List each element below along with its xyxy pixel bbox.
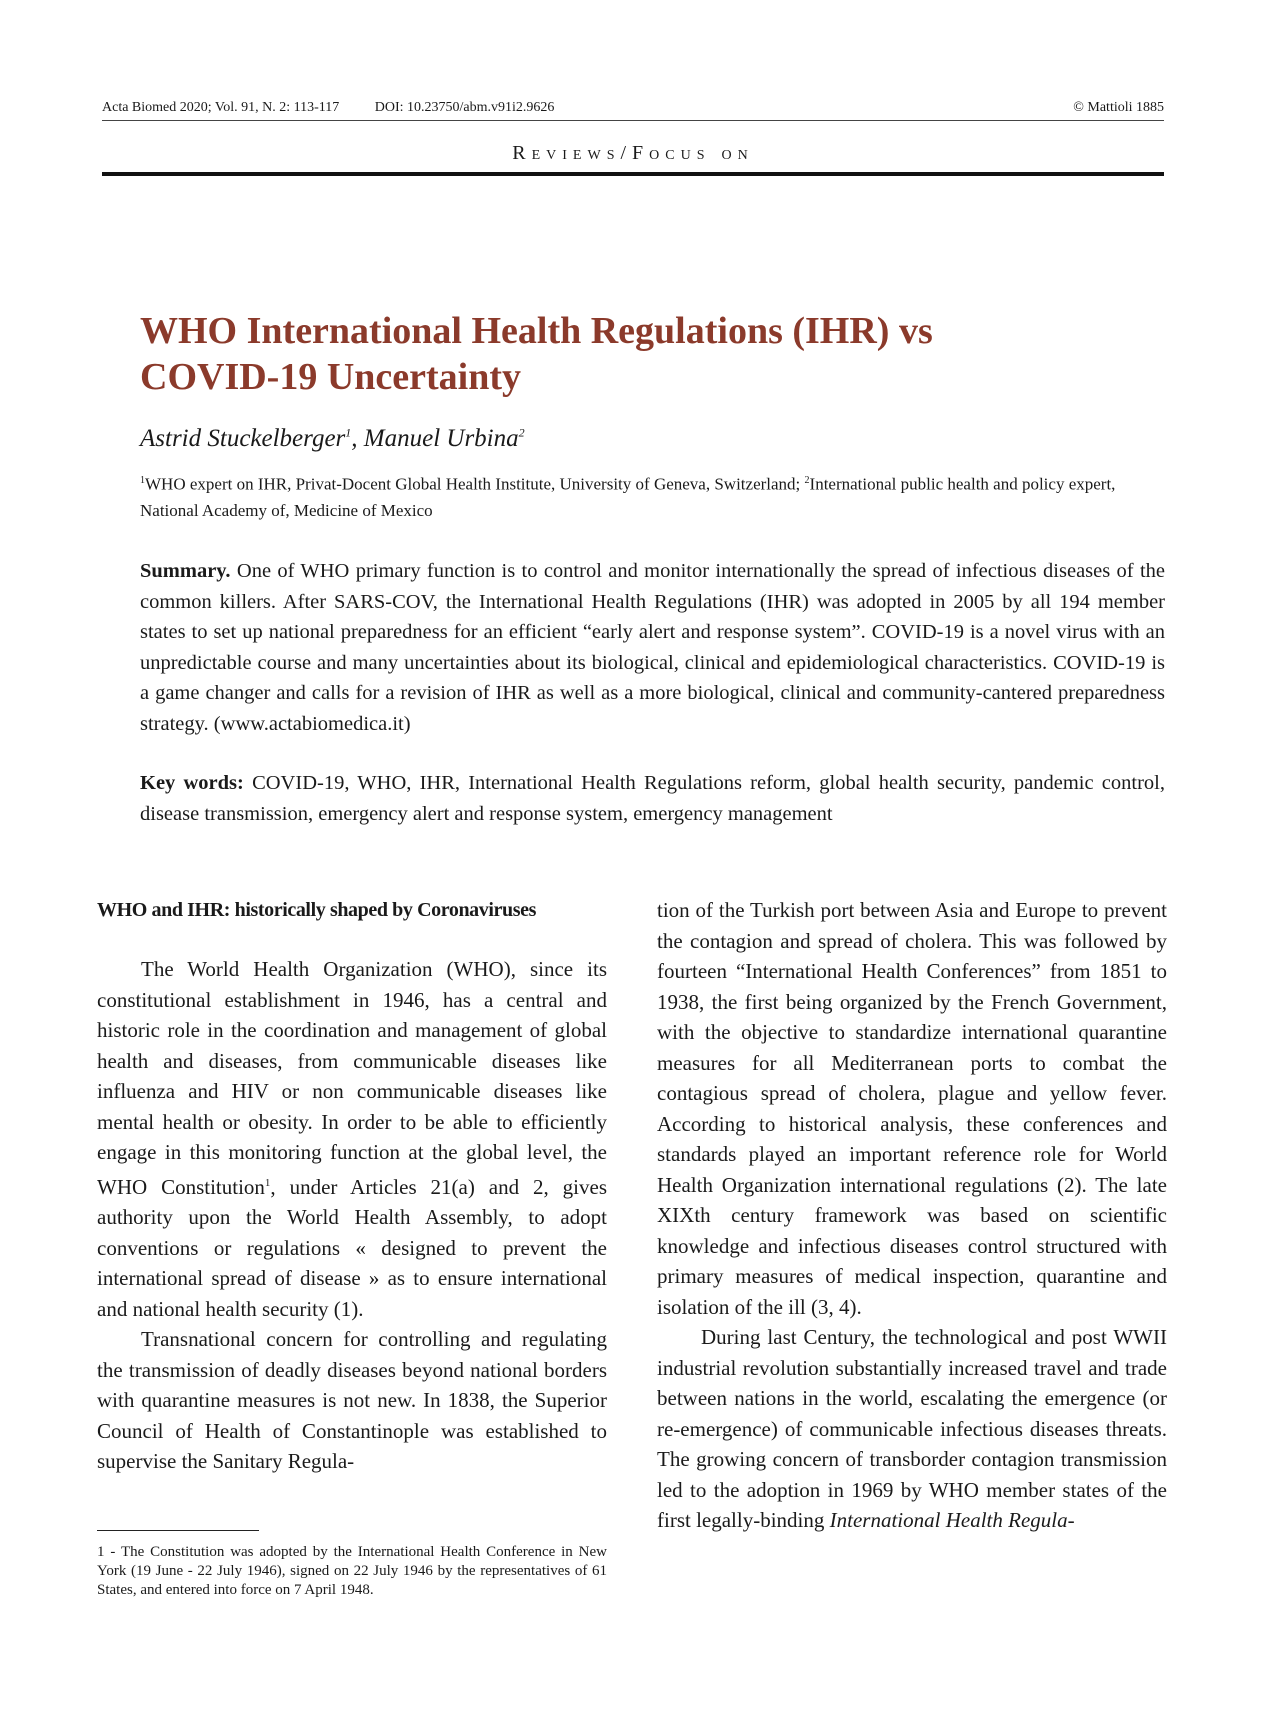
- summary-label: Summary.: [140, 560, 231, 582]
- paragraph-3-italic: International Health Regula-: [829, 1508, 1075, 1532]
- section-label: Reviews/Focus on: [512, 142, 754, 164]
- affiliation-sup-2: 2: [804, 475, 810, 486]
- paragraph-1: [97, 954, 607, 1324]
- affiliation-sup-1: 1: [140, 475, 145, 486]
- title-line-2: COVID-19 Uncertainty: [140, 356, 522, 398]
- footnote-rule: [97, 1530, 259, 1531]
- journal-citation: Acta Biomed 2020; Vol. 91, N. 2: 113-117: [102, 100, 340, 115]
- running-header: [102, 94, 1164, 121]
- author-1: Astrid Stuckelberger: [140, 425, 346, 452]
- paragraph-3: [657, 1322, 1167, 1536]
- affiliations: [140, 468, 1170, 524]
- keywords-label: Key words:: [140, 772, 244, 794]
- authors: Astrid Stuckelberger$^1$, Manuel Urbina$^2$: [140, 425, 525, 452]
- author-1-sup: 1: [345, 425, 352, 440]
- keywords: [140, 768, 1165, 829]
- paragraph-3-text: During last Century, the technological and post WWII industrial revolution substantially increased travel and trade between nations in the world, escalating the emergence (or re-emergence) of communicable infectious diseases threats. The growing concern of transborder contagion transmission led to the adoption in 1969 by WHO member states of the first legally-binding: [657, 1325, 1167, 1532]
- author-2-sup: 2: [518, 425, 525, 440]
- keywords-text: COVID-19, WHO, IHR, International Health Regulations reform, global health security, pandemic control, disease transmission, emergency alert and response system, emergency management: [140, 772, 1165, 825]
- article-title: [140, 308, 1140, 400]
- abstract: [140, 556, 1165, 739]
- affiliation-1: WHO expert on IHR, Privat-Docent Global Health Institute, University of Geneva, Switzerland;: [145, 474, 805, 494]
- footnote-ref: 1: [264, 1176, 271, 1189]
- affiliation-2: International public health and policy expert, National Academy of, Medicine of Mexico: [140, 474, 1116, 520]
- doi: DOI: 10.23750/abm.v91i2.9626: [374, 100, 555, 115]
- body-column-right: [657, 895, 1167, 1536]
- summary-text: One of WHO primary function is to control and monitor internationally the spread of infectious diseases of the common killers. After SARS-COV, the International Health Regulations (IHR) was adopted in 2005 by all 194 member states to set up national preparedness for an efficient “early alert and response system”. COVID-19 is a novel virus with an unpredictable course and many uncertainties about its biological, clinical and epidemiological characteristics. COVID-19 is a game changer and calls for a revision of IHR as well as a more biological, clinical and community-cantered preparedness strategy. (www.actabiomedica.it): [140, 560, 1165, 735]
- paragraph-1-a: The World Health Organization (WHO), since its constitutional establishment in 1946, has a central and historic role in the coordination and management of global health and diseases, from communicable diseases like influenza and HIV or non communicable diseases like mental health or obesity. In order to be able to efficiently engage in this monitoring function at the global level, the WHO Constitution: [97, 957, 607, 1199]
- paragraph-1-b: , under Articles 21(a) and 2, gives authority upon the World Health Assembly, to adopt conventions or regulations « designed to prevent the international spread of disease » as to ensure international and national health security (1).: [97, 1174, 607, 1321]
- footnote: 1 - The Constitution was adopted by the International Health Conference in New York (19 June - 22 July 1946), signed on 22 July 1946 by the representatives of 61 States, and entered into force on 7 April 1948.: [97, 1544, 607, 1598]
- publisher: © Mattioli 1885: [1073, 100, 1164, 115]
- author-2: Manuel Urbina: [363, 425, 519, 452]
- paragraph-2-end: tion of the Turkish port between Asia and Europe to prevent the contagion and spread of cholera. This was followed by fourteen “International Health Conferences” from 1851 to 1938, the first being organized by the French Government, with the objective to standardize international quarantine measures for all Mediterranean ports to combat the contagious spread of cholera, plague and yellow fever. According to historical analysis, these conferences and standards played an important reference role for World Health Organization international regulations (2). The late XIXth century framework was based on scientific knowledge and infectious diseases control structured with primary measures of medical inspection, quarantine and isolation of the ill (3, 4).: [657, 898, 1167, 1319]
- title-line-1: WHO International Health Regulations (IHR) vs: [140, 310, 933, 352]
- header-citation: [102, 100, 586, 116]
- paragraph-2-start: Transnational concern for controlling and regulating the transmission of deadly diseases beyond national borders with quarantine measures is not new. In 1838, the Superior Council of Health of Constantinople was established to supervise the Sanitary Regula-: [97, 1327, 607, 1473]
- section-heading: WHO and IHR: historically shaped by Coronaviruses: [97, 899, 536, 921]
- section-rule: [102, 172, 1164, 176]
- body-column-left: [97, 895, 607, 1477]
